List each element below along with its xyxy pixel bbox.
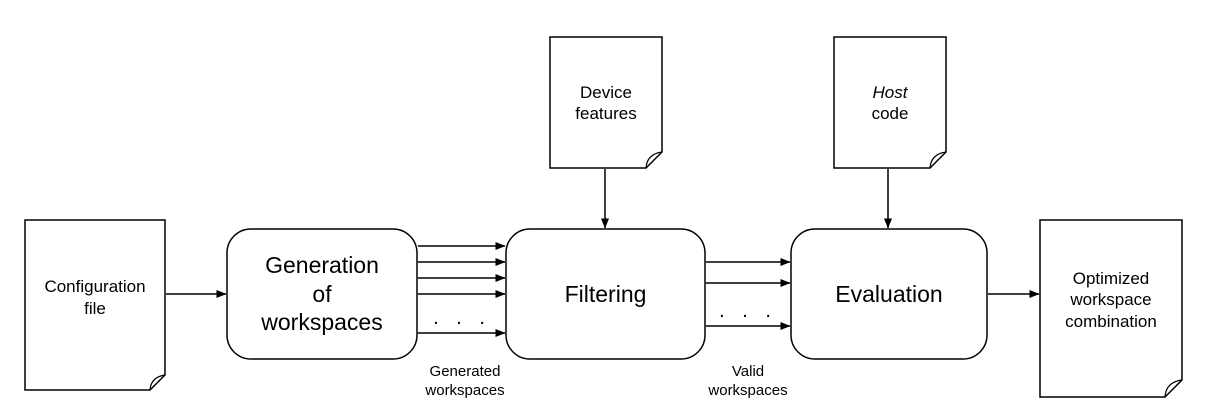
output-document-label: Optimized workspace combination (1065, 269, 1157, 331)
device-features-label: Device features (575, 82, 637, 123)
valid-ellipsis: . . . (719, 299, 777, 322)
host-code-label: Host code (871, 82, 909, 123)
valid-workspaces-caption: Valid workspaces (708, 363, 788, 399)
generated-ellipsis: . . . (433, 306, 491, 329)
evaluation-process-label: Evaluation (835, 280, 943, 307)
generated-workspaces-caption: Generated workspaces (425, 363, 505, 399)
filtering-process-label: Filtering (564, 280, 647, 307)
generation-process-label: Generation of workspaces (261, 251, 383, 336)
config-file-label: Configuration file (44, 277, 146, 318)
